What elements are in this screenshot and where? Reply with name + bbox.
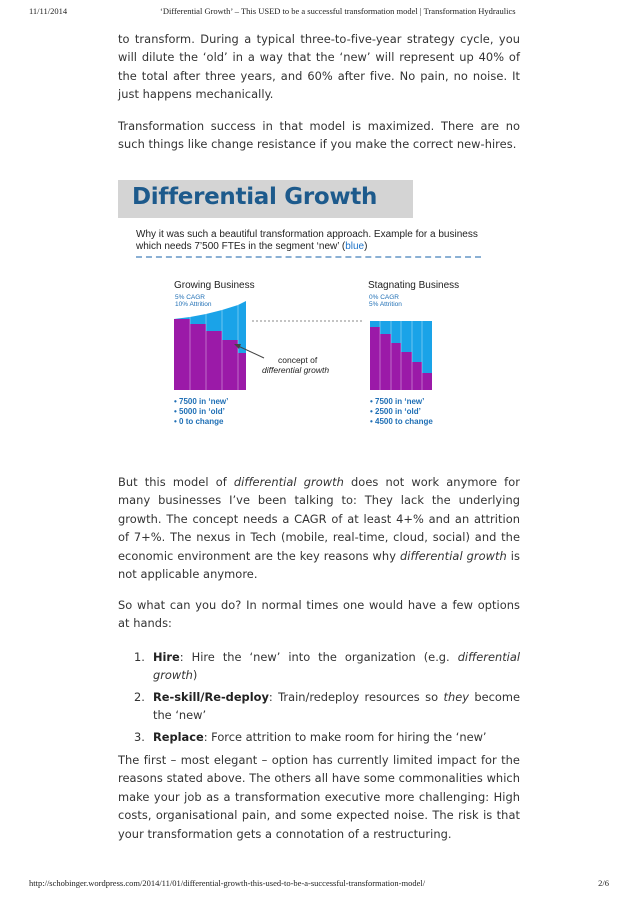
option-item-replace	[118, 728, 520, 746]
stagnating-business-chart	[370, 321, 432, 390]
option-term: Re-skill/Re-deploy	[153, 689, 269, 704]
stagnating-bullet-old: • 2500 in ‘old’	[370, 407, 421, 416]
option-item-reskill	[118, 688, 520, 725]
growing-attrition: 10% Attrition	[175, 301, 212, 308]
option-emphasis: they	[443, 689, 469, 704]
page-header	[0, 6, 638, 22]
page-footer	[0, 878, 638, 894]
option-text: : Force attrition to make room for hiring the ‘new’	[203, 729, 487, 744]
figure-graphic	[118, 177, 488, 432]
figure-subtitle-text: Why it was such a beautiful transformation approach. Example for a business which needs 7’500 FTEs in the segment ‘new’ (	[136, 229, 478, 252]
figure-subtitle-end: )	[364, 241, 368, 252]
growing-cagr: 5% CAGR	[175, 294, 205, 301]
stagnating-bullet-new: • 7500 in ‘new’	[370, 397, 425, 406]
growing-business-label: Growing Business	[174, 280, 255, 291]
concept-note-line1: concept of	[278, 355, 318, 365]
stagnating-bullet-change: • 4500 to change	[370, 417, 433, 426]
paragraph-options-intro: So what can you do? In normal times one would have a few options at hands:	[118, 598, 520, 631]
figure-subtitle-blue: blue	[345, 241, 365, 252]
stagnating-business-label: Stagnating Business	[368, 280, 460, 291]
option-number: 2.	[134, 689, 145, 704]
option-text: : Train/redeploy resources so	[268, 689, 444, 704]
paragraph-model-part-a: But this model of	[118, 475, 234, 489]
paragraph-model-part-c: is not applicable anymore.	[118, 548, 520, 582]
option-number: 3.	[134, 729, 145, 744]
paragraph-conclusion: The first – most elegant – option has currently limited impact for the reasons stated above. The others all have some commonalities which make your job as a transformation executive more challenging: High costs, organisational pain, and some expected noise. The risk is that your transformation gets a connotation of a restructuring.	[118, 753, 520, 841]
option-text: : Hire the ‘new’ into the organization (e.g.	[179, 650, 458, 664]
option-number: 1.	[134, 650, 145, 664]
growing-bullet-new: • 7500 in ‘new’	[174, 397, 229, 406]
option-emphasis: differential growth	[153, 650, 520, 683]
paragraph-model-part-b: does not work anymore for many businesses I’ve been talking to: They lack the underlying growth. The concept needs a CAGR of at least 4+% and an attrition of 7+%. The nexus in Tech (mobile, real-time, cloud, social) and the economic environment are the key reasons why	[118, 475, 520, 563]
growing-bullet-old: • 5000 in ‘old’	[174, 407, 225, 416]
footer-url: http://schobinger.wordpress.com/2014/11/01/differential-growth-this-used-to-be-a-successful-transformation-model/	[29, 878, 426, 888]
stagnating-cagr: 0% CAGR	[369, 294, 399, 301]
growing-business-chart	[174, 301, 246, 390]
paragraph-intro: to transform. During a typical three-to-five-year strategy cycle, you will dilute the ‘old’ in a way that the ‘new’ will represent up 40% of the total after three years, and 60% after five. No pain, no noise. It just happens mechanically.	[118, 32, 520, 102]
paragraph-model-emphasis-1: differential growth	[233, 475, 344, 489]
option-term: Hire	[153, 650, 180, 664]
figure-title: Differential Growth	[132, 184, 378, 210]
option-text-end: become the ‘new’	[153, 689, 520, 723]
option-item-hire	[118, 648, 520, 685]
paragraph-model-emphasis-2: differential growth	[399, 548, 507, 563]
options-list	[118, 648, 520, 749]
growing-bullet-change: • 0 to change	[174, 417, 224, 426]
header-date: 11/11/2014	[29, 6, 68, 16]
differential-growth-figure	[118, 177, 488, 432]
paragraph-success: Transformation success in that model is maximized. There are no such things like change resistance if you make the correct new-hires.	[118, 119, 520, 152]
stagnating-attrition: 5% Attrition	[369, 301, 402, 308]
footer-page-number: 2/6	[598, 878, 609, 888]
option-term: Replace	[153, 729, 204, 744]
option-text-end: )	[192, 668, 198, 683]
paragraph-model	[118, 473, 520, 583]
concept-note-line2: differential growth	[262, 365, 330, 375]
header-title: ‘Differential Growth’ – This USED to be a successful transformation model | Transformation Hydraulics	[160, 6, 516, 16]
